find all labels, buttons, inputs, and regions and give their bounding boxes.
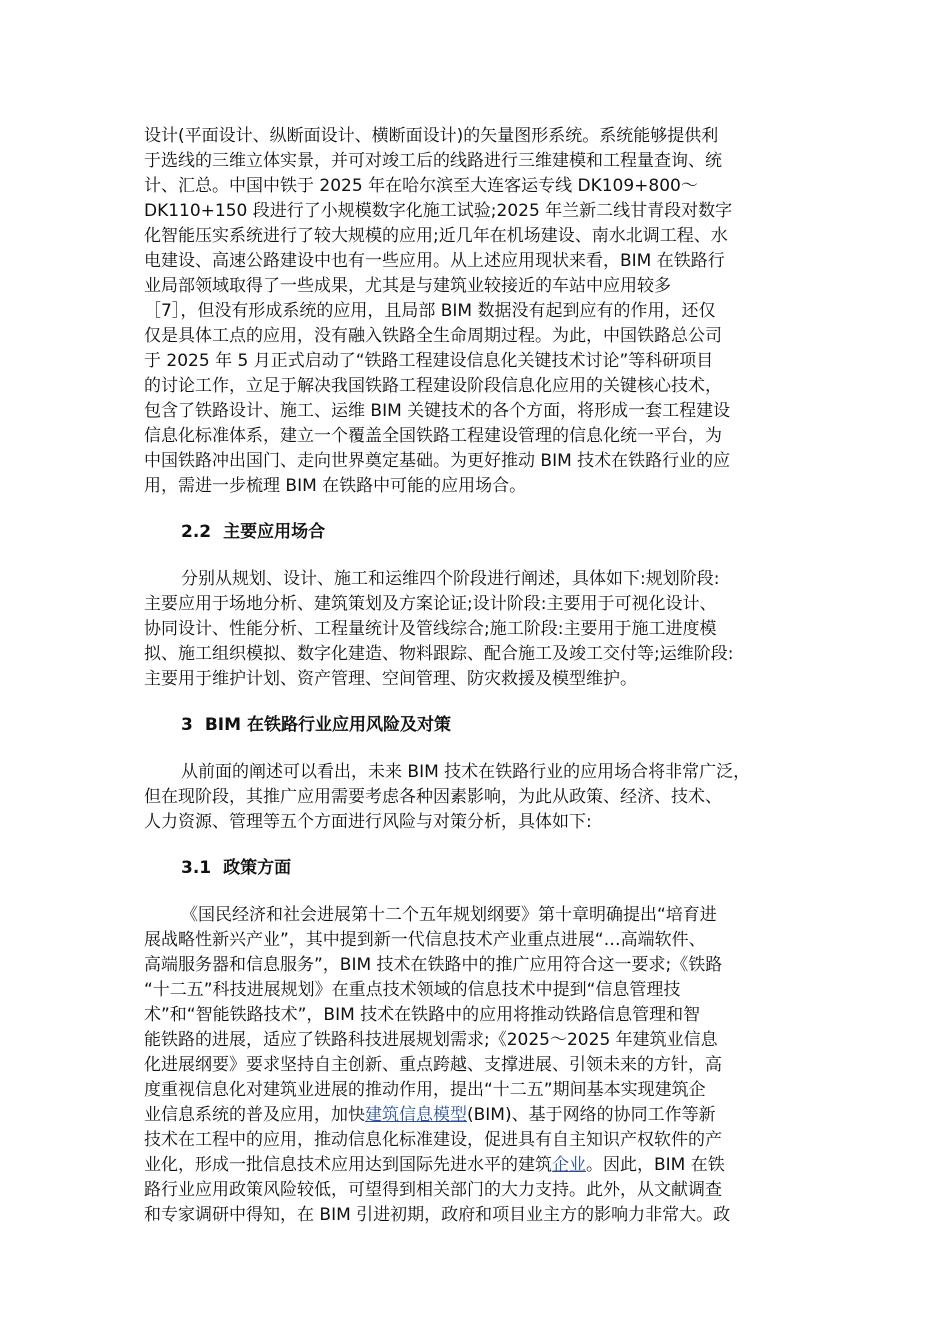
text-line: 能铁路的进展，适应了铁路科技进展规划需求;《2025～2025 年建筑业信息 — [144, 1030, 718, 1050]
text-line: 电建设、高速公路建设中也有一些应用。从上述应用现状来看，BIM 在铁路行 — [144, 251, 725, 271]
text-line: 度重视信息化对建筑业进展的推动作用，提出“十二五”期间基本实现建筑企 — [144, 1080, 706, 1100]
section-title: BIM 在铁路行业应用风险及对策 — [204, 715, 451, 735]
text-line: 信息化标准体系，建立一个覆盖全国铁路工程建设管理的信息化统一平台，为 — [144, 426, 722, 446]
section-title: 主要应用场合 — [223, 522, 326, 542]
text-segment: 业化，形成一批信息技术应用达到国际先进水平的建筑 — [144, 1155, 552, 1175]
text-line: 中国铁路冲出国门、走向世界奠定基础。为更好推动 BIM 技术在铁路行业的应 — [144, 451, 731, 471]
text-line: 从前面的阐述可以看出，未来 BIM 技术在铁路行业的应用场合将非常广泛， — [181, 762, 751, 782]
section-heading-3-1 — [144, 856, 808, 881]
text-line: DK110+150 段进行了小规模数字化施工试验;2025 年兰新二线甘青段对数字 — [144, 201, 733, 221]
text-line — [144, 1103, 808, 1128]
text-line: 用，需进一步梳理 BIM 在铁路中可能的应用场合。 — [144, 476, 527, 496]
text-line: 业局部领域取得了一些成果，尤其是与建筑业较接近的车站中应用较多 — [144, 276, 671, 296]
enterprise-link[interactable]: 企业 — [552, 1155, 586, 1175]
bim-model-link[interactable]: 建筑信息模型 — [365, 1105, 467, 1125]
section-number: 3 — [181, 715, 193, 735]
document-body — [144, 124, 808, 1228]
section-title: 政策方面 — [223, 858, 292, 878]
paragraph-policy — [144, 903, 808, 1228]
text-line: 计、汇总。中国中铁于 2025 年在哈尔滨至大连客运专线 DK109+800～ — [144, 176, 698, 196]
text-line: 高端服务器和信息服务”，BIM 技术在铁路中的推广应用符合这一要求;《铁路 — [144, 955, 723, 975]
text-line: 主要用于维护计划、资产管理、空间管理、防灾救援及模型维护。 — [144, 669, 637, 689]
text-segment: 业信息系统的普及应用，加快 — [144, 1105, 365, 1125]
text-line: 展战略性新兴产业”，其中提到新一代信息技术产业重点进展“…高端软件、 — [144, 930, 706, 950]
text-line: 和专家调研中得知，在 BIM 引进初期，政府和项目业主方的影响力非常大。政 — [144, 1205, 731, 1225]
text-line: 术”和“智能铁路技术”，BIM 技术在铁路中的应用将推动铁路信息管理和智 — [144, 1005, 701, 1025]
text-segment: (BIM)、基于网络的协同工作等新 — [467, 1105, 716, 1125]
section-number: 2.2 — [181, 522, 212, 542]
text-line: 化智能压实系统进行了较大规模的应用;近几年在机场建设、南水北调工程、水 — [144, 226, 728, 246]
section-heading-3 — [144, 713, 808, 738]
paragraph-application-scenarios — [144, 567, 808, 692]
text-line: 包含了铁路设计、施工、运维 BIM 关键技术的各个方面，将形成一套工程建设 — [144, 401, 731, 421]
text-line: 协同设计、性能分析、工程量统计及管线综合;施工阶段:主要用于施工进度模 — [144, 619, 717, 639]
text-line: 《国民经济和社会进展第十二个五年规划纲要》第十章明确提出“培育进 — [181, 905, 717, 925]
text-line: “十二五”科技进展规划》在重点技术领域的信息技术中提到“信息管理技 — [144, 980, 681, 1000]
section-number: 3.1 — [181, 858, 212, 878]
text-line: 拟、施工组织模拟、数字化建造、物料跟踪、配合施工及竣工交付等;运维阶段: — [144, 644, 734, 664]
paragraph-bim-status — [144, 124, 808, 499]
text-line: 主要应用于场地分析、建筑策划及方案论证;设计阶段:主要用于可视化设计、 — [144, 594, 717, 614]
text-line: 于选线的三维立体实景，并可对竣工后的线路进行三维建模和工程量查询、统 — [144, 151, 722, 171]
text-segment: 。因此，BIM 在铁 — [586, 1155, 725, 1175]
text-line — [144, 1153, 808, 1178]
text-line: 的讨论工作，立足于解决我国铁路工程建设阶段信息化应用的关键核心技术， — [144, 376, 722, 396]
text-line: 分别从规划、设计、施工和运维四个阶段进行阐述，具体如下:规划阶段: — [181, 569, 720, 589]
text-line: 设计(平面设计、纵断面设计、横断面设计)的矢量图形系统。系统能够提供利 — [144, 126, 719, 146]
text-line: 人力资源、管理等五个方面进行风险与对策分析，具体如下: — [144, 812, 592, 832]
text-line: ［7］，但没有形成系统的应用，且局部 BIM 数据没有起到应有的作用，还仅 — [144, 301, 716, 321]
section-heading-2-2 — [144, 520, 808, 545]
paragraph-risk-intro — [144, 760, 808, 835]
text-line: 技术在工程中的应用，推动信息化标准建设，促进具有自主知识产权软件的产 — [144, 1130, 722, 1150]
text-line: 仅是具体工点的应用，没有融入铁路全生命周期过程。为此，中国铁路总公司 — [144, 326, 722, 346]
text-line: 化进展纲要》要求坚持自主创新、重点跨越、支撑进展、引领未来的方针，高 — [144, 1055, 722, 1075]
text-line: 于 2025 年 5 月正式启动了“铁路工程建设信息化关键技术讨论”等科研项目 — [144, 351, 714, 371]
text-line: 路行业应用政策风险较低，可望得到相关部门的大力支持。此外，从文献调查 — [144, 1180, 722, 1200]
text-line: 但在现阶段，其推广应用需要考虑各种因素影响，为此从政策、经济、技术、 — [144, 787, 722, 807]
